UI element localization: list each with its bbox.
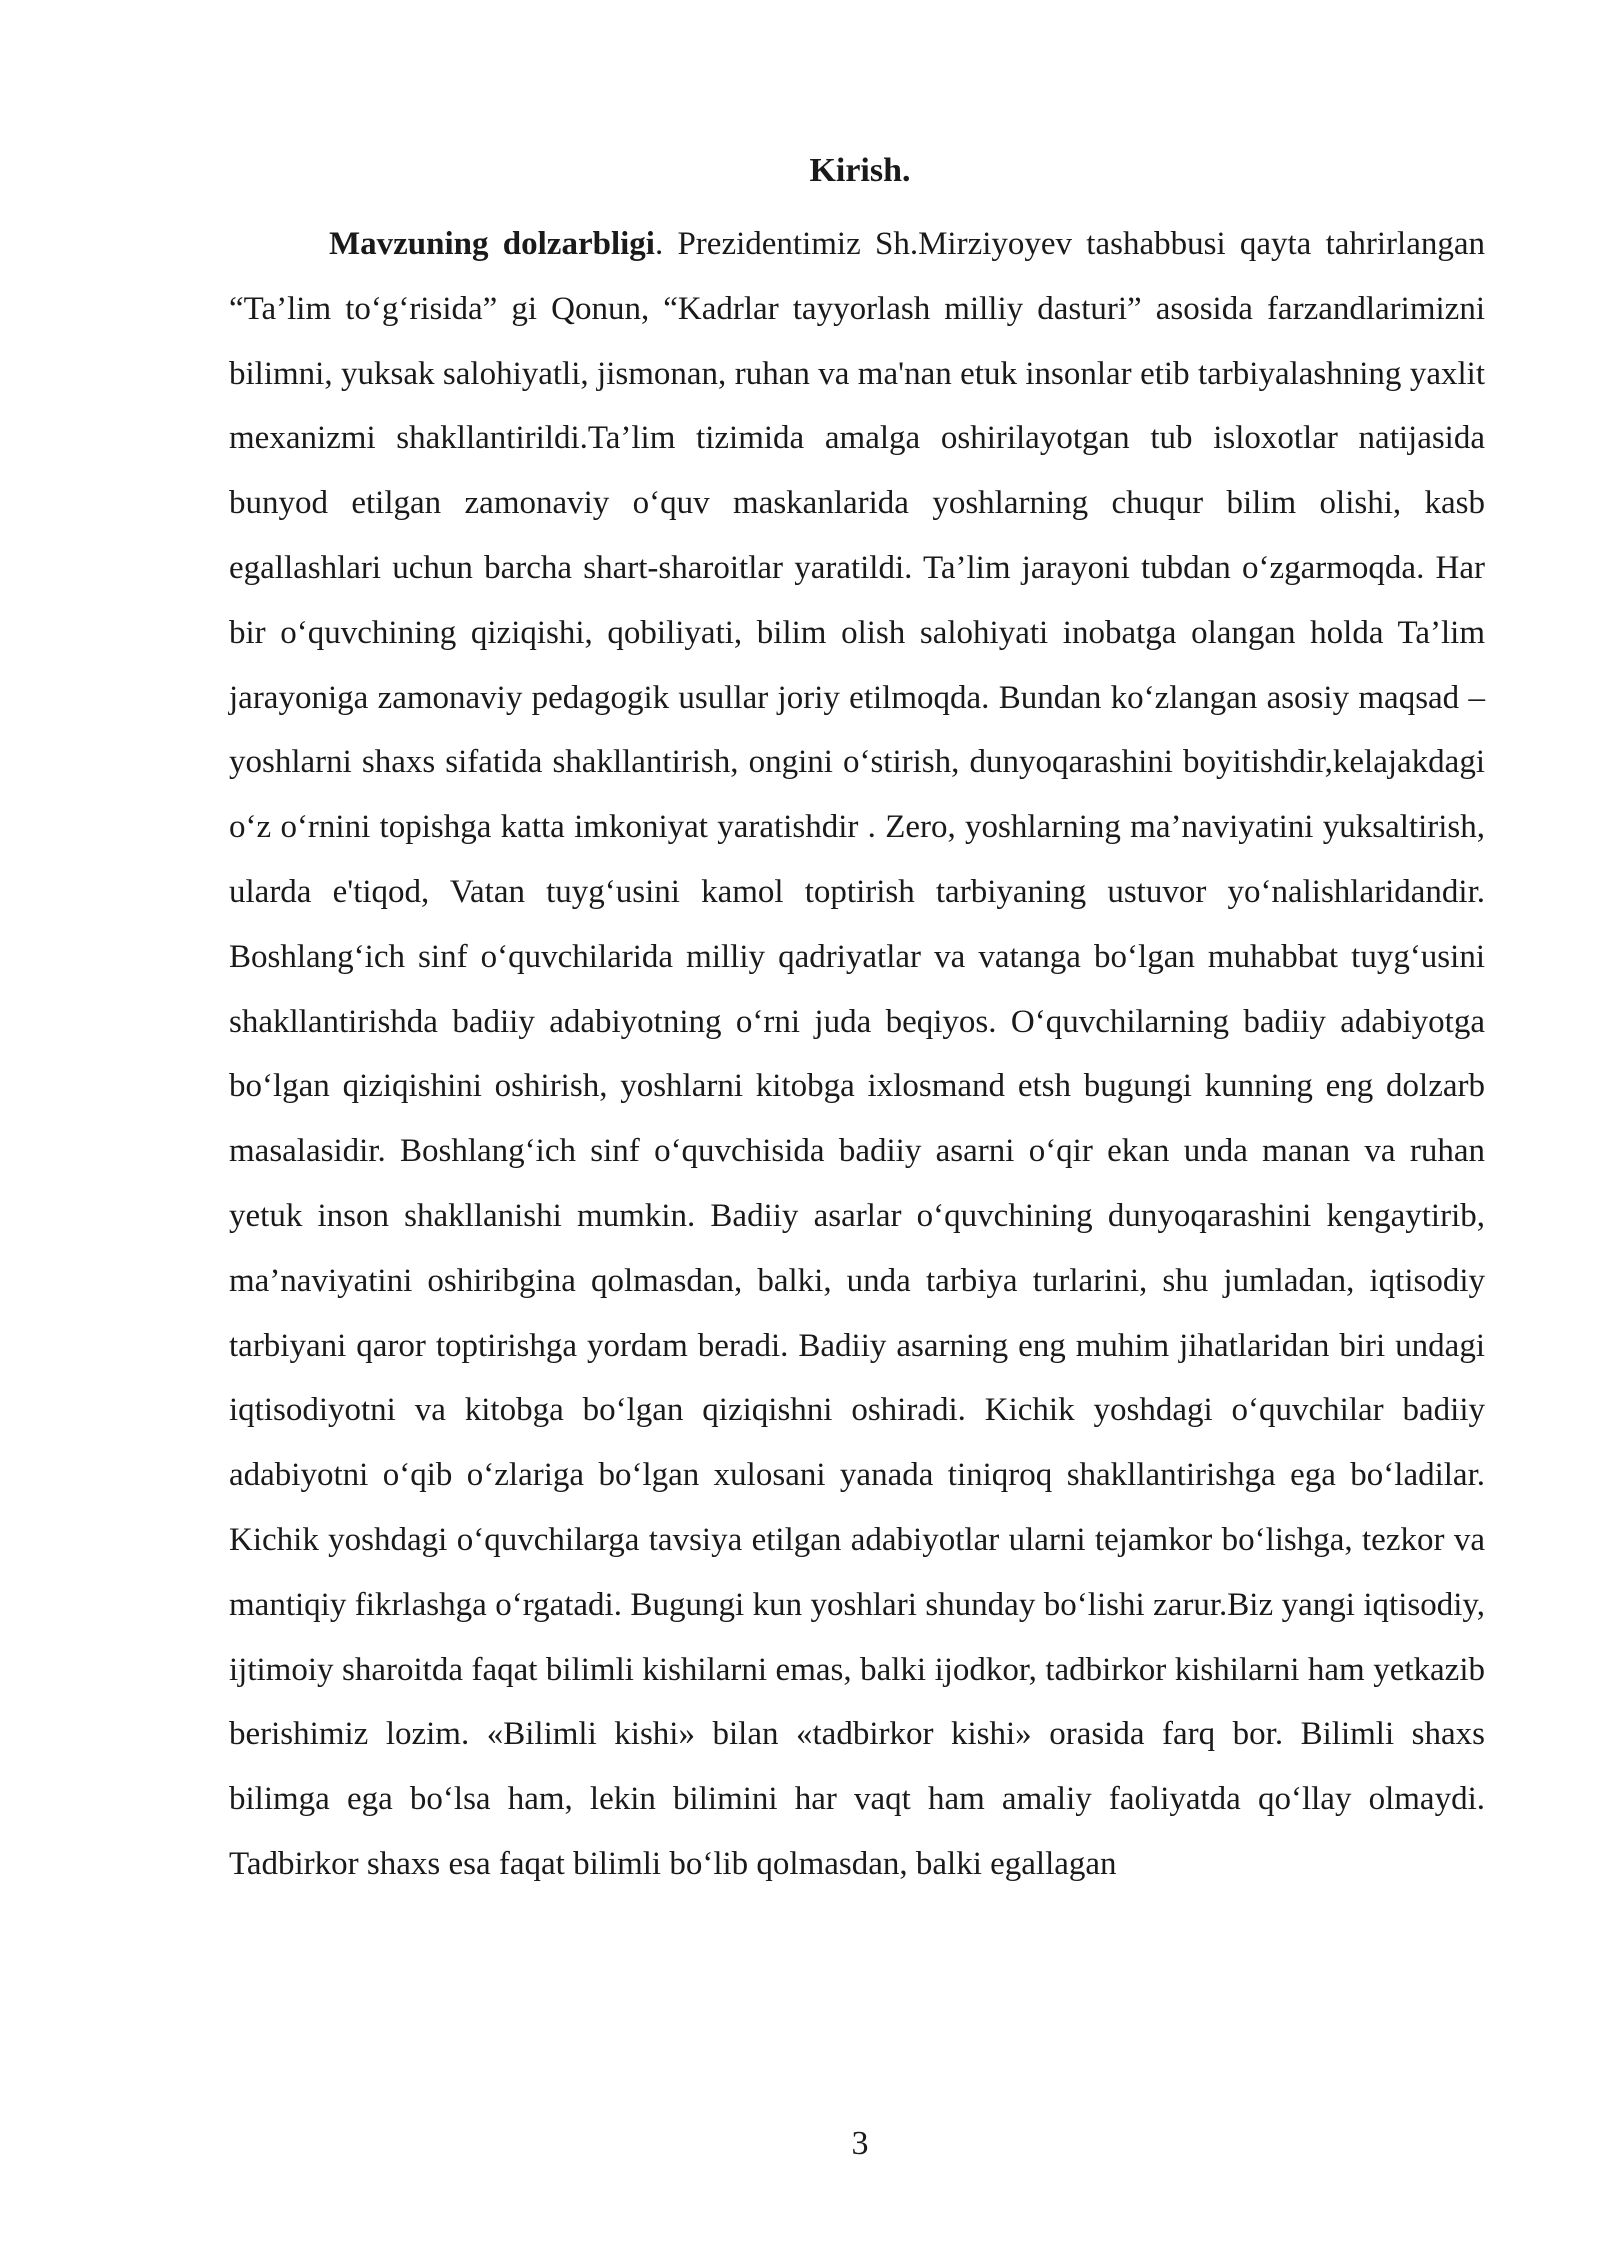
body-paragraph [229,212,1485,1897]
paragraph-text: . Prezidentimiz Sh.Mirziyoyev tashabbusi qayta tahrirlangan “Ta’lim to‘g‘risida” gi Qonun, “Kadrlar tayyorlash milliy dasturi” asosida farzandlarimizni bilimni, yuksak salohiyatli, jismonan, ruhan va ma'nan etuk insonlar etib tarbiyalashning yaxlit mexanizmi shakllantirildi.Ta’lim tizimida amalga oshirilayotgan tub isloxotlar natijasida bunyod etilgan zamonaviy o‘quv maskanlarida yoshlarning chuqur bilim olishi, kasb egallashlari uchun barcha shart-sharoitlar yaratildi. Ta’lim jarayoni tubdan o‘zgarmoqda. Har bir o‘quvchining qiziqishi, qobiliyati, bilim olish salohiyati inobatga olangan holda Ta’lim jarayoniga zamonaviy pedagogik usullar joriy etilmoqda. Bundan ko‘zlangan asosiy maqsad – yoshlarni shaxs sifatida shakllantirish, ongini o‘stirish, dunyoqarashini boyitishdir,kelajakdagi o‘z o‘rnini topishga katta imkoniyat yaratishdir . Zero, yoshlarning ma’naviyatini yuksaltirish, ularda e'tiqod, Vatan tuyg‘usini kamol toptirish tarbiyaning ustuvor yo‘nalishlaridandir. Boshlang‘ich sinf o‘quvchilarida milliy qadriyatlar va vatanga bo‘lgan muhabbat tuyg‘usini shakllantirishda badiiy adabiyotning o‘rni juda beqiyos. O‘quvchilarning badiiy adabiyotga bo‘lgan qiziqishini oshirish, yoshlarni kitobga ixlosmand etsh bugungi kunning eng dolzarb masalasidir. Boshlang‘ich sinf o‘quvchisida badiiy asarni o‘qir ekan unda manan va ruhan yetuk inson shakllanishi mumkin. Badiiy asarlar o‘quvchining dunyoqarashini kengaytirib, ma’naviyatini oshiribgina qolmasdan, balki, unda tarbiya turlarini, shu jumladan, iqtisodiy tarbiyani qaror toptirishga yordam beradi. Badiiy asarning eng muhim jihatlaridan biri undagi iqtisodiyotni va kitobga bo‘lgan qiziqishni oshiradi. Kichik yoshdagi o‘quvchilar badiiy adabiyotni o‘qib o‘zlariga bo‘lgan xulosani yanada tiniqroq shakllantirishga ega bo‘ladilar. Kichik yoshdagi o‘quvchilarga tavsiya etilgan adabiyotlar ularni tejamkor bo‘lishga, tezkor va mantiqiy fikrlashga o‘rgatadi. Bugungi kun yoshlari shunday bo‘lishi zarur.Biz yangi iqtisodiy, ijtimoiy sharoitda faqat bilimli kishilarni emas, balki ijodkor, tadbirkor kishilarni ham yetkazib berishimiz lozim. «Bilimli kishi» bilan «tadbirkor kishi» orasida farq bor. Bilimli shaxs bilimga ega bo‘lsa ham, lekin bilimini har vaqt ham amaliy faoliyatda qo‘llay olmaydi. Tadbirkor shaxs esa faqat bilimli bo‘lib qolmasdan, balki egallagan [229,226,1485,1882]
page-number: 3 [851,2125,869,2162]
page-title: Kirish. [809,152,911,189]
lead-heading: Mavzuning dolzarbligi [329,226,655,262]
